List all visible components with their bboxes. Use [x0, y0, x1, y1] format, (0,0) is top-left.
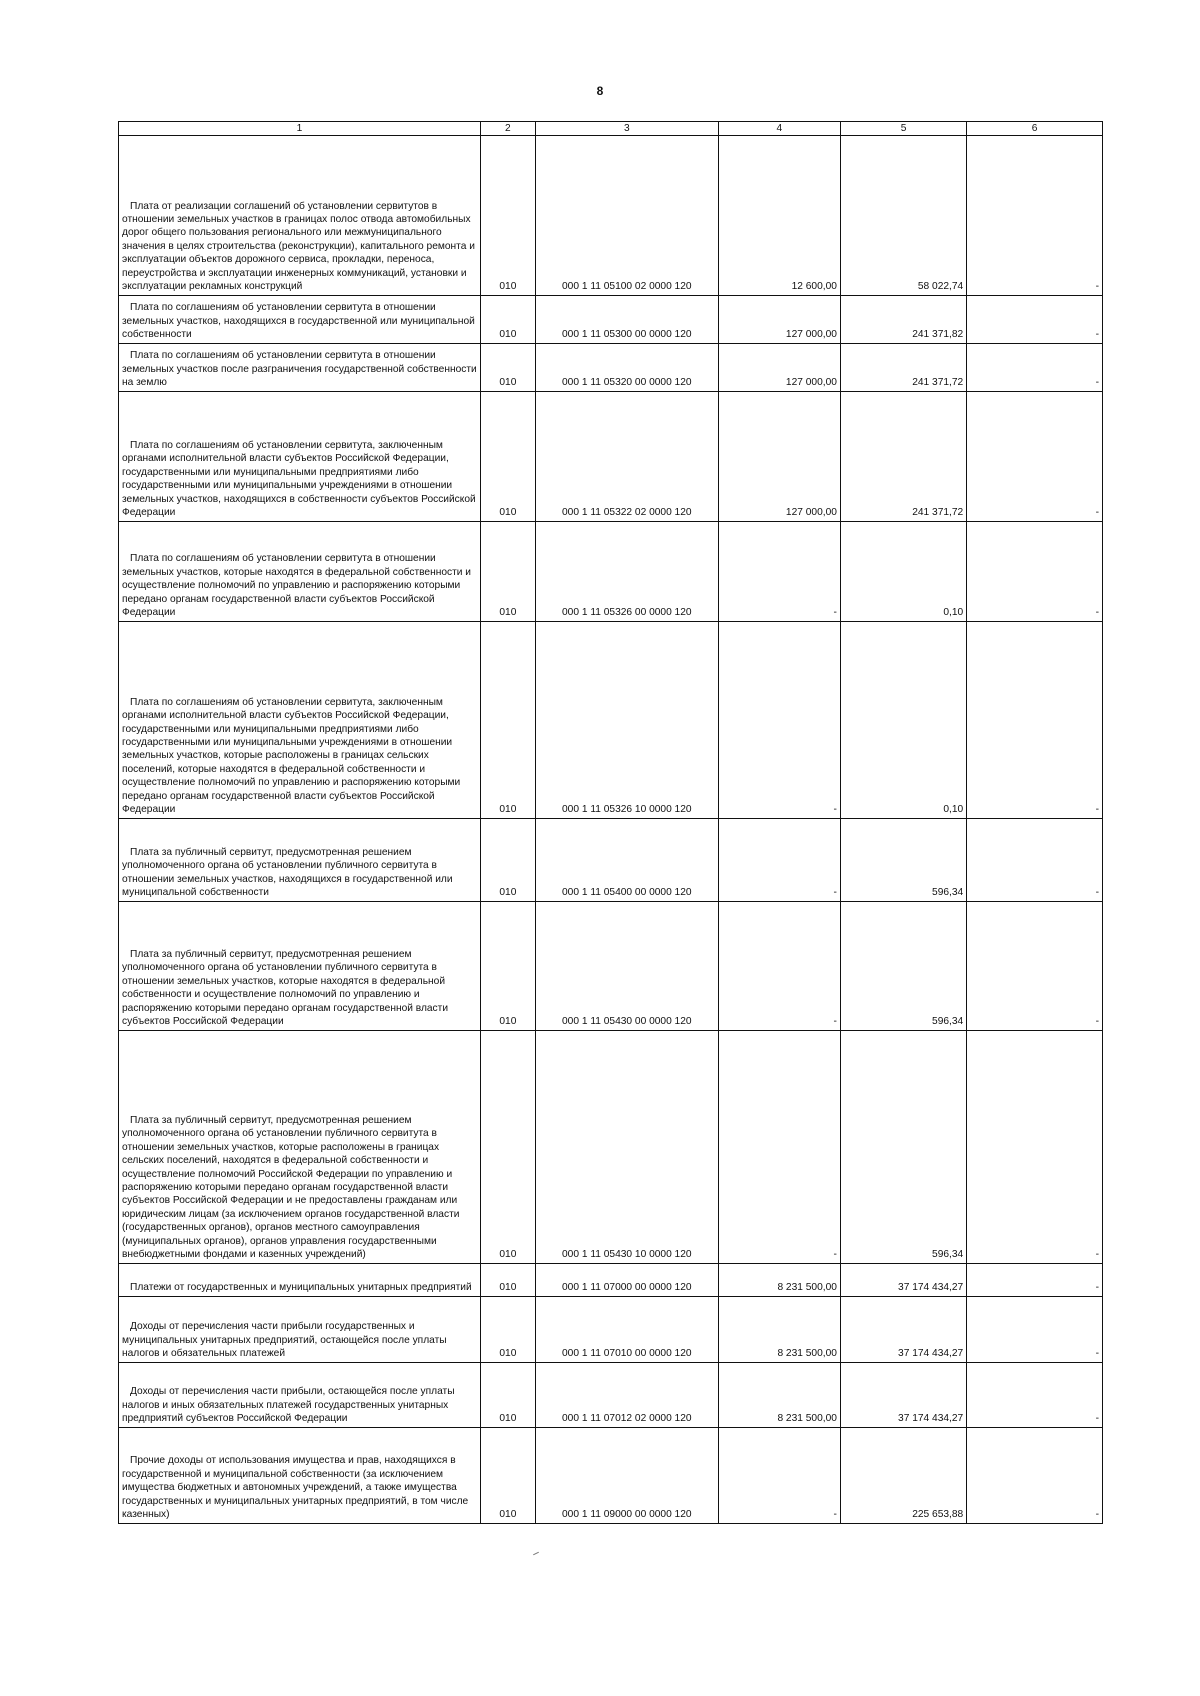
row-unexecuted-amount: - [967, 522, 1103, 622]
row-executed-amount: 241 371,72 [840, 392, 966, 522]
row-kbk-code: 000 1 11 07000 00 0000 120 [535, 1264, 718, 1297]
table-row [119, 819, 1103, 902]
table-row [119, 522, 1103, 622]
row-approved-amount: 127 000,00 [718, 344, 840, 392]
row-unexecuted-amount: - [967, 136, 1103, 296]
row-executed-amount: 37 174 434,27 [840, 1264, 966, 1297]
table-row [119, 344, 1103, 392]
table-row [119, 1297, 1103, 1363]
row-approved-amount: - [718, 902, 840, 1031]
row-description: Плата от реализации соглашений об установлении сервитутов в отношении земельных участков в границах полос отвода автомобильных дорог общего пользования регионального или межмуниципального значения в целях строительства (реконструкции), капитального ремонта и эксплуатации объектов дорожного сервиса, прокладки, переноса, переустройства и эксплуатации инженерных коммуникаций, установки и эксплуатации рекламных конструкций [119, 136, 481, 296]
table-row [119, 392, 1103, 522]
row-executed-amount: 0,10 [840, 622, 966, 819]
row-approved-amount: - [718, 819, 840, 902]
row-executed-amount: 596,34 [840, 902, 966, 1031]
page-number: 8 [596, 84, 604, 98]
row-approved-amount: 12 600,00 [718, 136, 840, 296]
row-unexecuted-amount: - [967, 902, 1103, 1031]
row-executed-amount: 241 371,72 [840, 344, 966, 392]
revenue-table [118, 121, 1103, 1524]
row-line-code: 010 [481, 622, 536, 819]
row-kbk-code: 000 1 11 05300 00 0000 120 [535, 296, 718, 344]
row-kbk-code: 000 1 11 05326 10 0000 120 [535, 622, 718, 819]
row-kbk-code: 000 1 11 05430 00 0000 120 [535, 902, 718, 1031]
column-number-row [119, 122, 1103, 136]
row-line-code: 010 [481, 1264, 536, 1297]
row-kbk-code: 000 1 11 05100 02 0000 120 [535, 136, 718, 296]
row-unexecuted-amount: - [967, 392, 1103, 522]
row-line-code: 010 [481, 296, 536, 344]
row-line-code: 010 [481, 819, 536, 902]
row-unexecuted-amount: - [967, 819, 1103, 902]
row-approved-amount: 127 000,00 [718, 296, 840, 344]
row-unexecuted-amount: - [967, 344, 1103, 392]
row-kbk-code: 000 1 11 05326 00 0000 120 [535, 522, 718, 622]
column-number: 6 [967, 122, 1103, 136]
table-row [119, 1031, 1103, 1264]
row-executed-amount: 225 653,88 [840, 1428, 966, 1524]
row-description: Плата по соглашениям об установлении сервитута в отношении земельных участков, которые находятся в федеральной собственности и осуществление полномочий по управлению и распоряжению которыми передано органам государственной власти субъектов Российской Федерации [119, 522, 481, 622]
row-unexecuted-amount: - [967, 622, 1103, 819]
row-description: Платежи от государственных и муниципальных унитарных предприятий [119, 1264, 481, 1297]
row-description: Плата за публичный сервитут, предусмотренная решением уполномоченного органа об установлении публичного сервитута в отношении земельных участков, находящихся в государственной или муниципальной собственности [119, 819, 481, 902]
row-line-code: 010 [481, 1297, 536, 1363]
scan-mark [533, 1552, 539, 1555]
row-approved-amount: 8 231 500,00 [718, 1297, 840, 1363]
row-approved-amount: - [718, 522, 840, 622]
row-kbk-code: 000 1 11 05322 02 0000 120 [535, 392, 718, 522]
row-unexecuted-amount: - [967, 1297, 1103, 1363]
row-kbk-code: 000 1 11 05320 00 0000 120 [535, 344, 718, 392]
row-executed-amount: 241 371,82 [840, 296, 966, 344]
row-unexecuted-amount: - [967, 1363, 1103, 1428]
column-number: 1 [119, 122, 481, 136]
row-line-code: 010 [481, 1363, 536, 1428]
row-executed-amount: 596,34 [840, 819, 966, 902]
column-number: 5 [840, 122, 966, 136]
column-number: 4 [718, 122, 840, 136]
table-row [119, 296, 1103, 344]
row-line-code: 010 [481, 1428, 536, 1524]
table-row [119, 902, 1103, 1031]
table-row [119, 1428, 1103, 1524]
row-kbk-code: 000 1 11 05430 10 0000 120 [535, 1031, 718, 1264]
table-row [119, 622, 1103, 819]
row-executed-amount: 58 022,74 [840, 136, 966, 296]
row-approved-amount: 8 231 500,00 [718, 1264, 840, 1297]
row-description: Плата за публичный сервитут, предусмотренная решением уполномоченного органа об установлении публичного сервитута в отношении земельных участков, которые находятся в федеральной собственности и осуществление полномочий по управлению и распоряжению которыми передано органам государственной власти субъектов Российской Федерации [119, 902, 481, 1031]
table-row [119, 1264, 1103, 1297]
row-description: Плата за публичный сервитут, предусмотренная решением уполномоченного органа об установлении публичного сервитута в отношении земельных участков, которые расположены в границах сельских поселений, находятся в федеральной собственности и осуществление полномочий Российской Федерации по управлению и распоряжению которыми передано органам государственной власти субъектов Российской Федерации и не предоставлены гражданам или юридическим лицам (за исключением органов государственной власти (государственных органов), органов местного самоуправления (муниципальных органов), органов управления государственными внебюджетными фондами и казенных учреждений) [119, 1031, 481, 1264]
row-description: Доходы от перечисления части прибыли государственных и муниципальных унитарных предприятий, остающейся после уплаты налогов и обязательных платежей [119, 1297, 481, 1363]
row-line-code: 010 [481, 344, 536, 392]
table-row [119, 136, 1103, 296]
row-approved-amount: 8 231 500,00 [718, 1363, 840, 1428]
row-kbk-code: 000 1 11 09000 00 0000 120 [535, 1428, 718, 1524]
row-approved-amount: - [718, 622, 840, 819]
column-number: 2 [481, 122, 536, 136]
table-row [119, 1363, 1103, 1428]
row-line-code: 010 [481, 522, 536, 622]
row-kbk-code: 000 1 11 07012 02 0000 120 [535, 1363, 718, 1428]
row-line-code: 010 [481, 1031, 536, 1264]
row-description: Плата по соглашениям об установлении сервитута в отношении земельных участков, находящихся в государственной или муниципальной собственности [119, 296, 481, 344]
row-approved-amount: 127 000,00 [718, 392, 840, 522]
row-description: Доходы от перечисления части прибыли, остающейся после уплаты налогов и иных обязательных платежей государственных унитарных предприятий субъектов Российской Федерации [119, 1363, 481, 1428]
row-line-code: 010 [481, 902, 536, 1031]
row-unexecuted-amount: - [967, 1031, 1103, 1264]
row-approved-amount: - [718, 1428, 840, 1524]
row-description: Плата по соглашениям об установлении сервитута, заключенным органами исполнительной власти субъектов Российской Федерации, государственными или муниципальными предприятиями либо государственными или муниципальными учреждениями в отношении земельных участков, находящихся в собственности субъектов Российской Федерации [119, 392, 481, 522]
row-description: Плата по соглашениям об установлении сервитута в отношении земельных участков после разграничения государственной собственности на землю [119, 344, 481, 392]
row-description: Прочие доходы от использования имущества и прав, находящихся в государственной и муниципальной собственности (за исключением имущества бюджетных и автономных учреждений, а также имущества государственных и муниципальных унитарных предприятий, в том числе казенных) [119, 1428, 481, 1524]
row-kbk-code: 000 1 11 05400 00 0000 120 [535, 819, 718, 902]
row-approved-amount: - [718, 1031, 840, 1264]
row-kbk-code: 000 1 11 07010 00 0000 120 [535, 1297, 718, 1363]
row-line-code: 010 [481, 136, 536, 296]
row-line-code: 010 [481, 392, 536, 522]
row-executed-amount: 596,34 [840, 1031, 966, 1264]
row-unexecuted-amount: - [967, 1264, 1103, 1297]
row-executed-amount: 0,10 [840, 522, 966, 622]
row-executed-amount: 37 174 434,27 [840, 1363, 966, 1428]
row-description: Плата по соглашениям об установлении сервитута, заключенным органами исполнительной власти субъектов Российской Федерации, государственными или муниципальными предприятиями либо государственными или муниципальными учреждениями в отношении земельных участков, которые расположены в границах сельских поселений, которые находятся в федеральной собственности и осуществление полномочий по управлению и распоряжению которыми передано органам государственной власти субъектов Российской Федерации [119, 622, 481, 819]
column-number: 3 [535, 122, 718, 136]
row-unexecuted-amount: - [967, 296, 1103, 344]
row-executed-amount: 37 174 434,27 [840, 1297, 966, 1363]
row-unexecuted-amount: - [967, 1428, 1103, 1524]
